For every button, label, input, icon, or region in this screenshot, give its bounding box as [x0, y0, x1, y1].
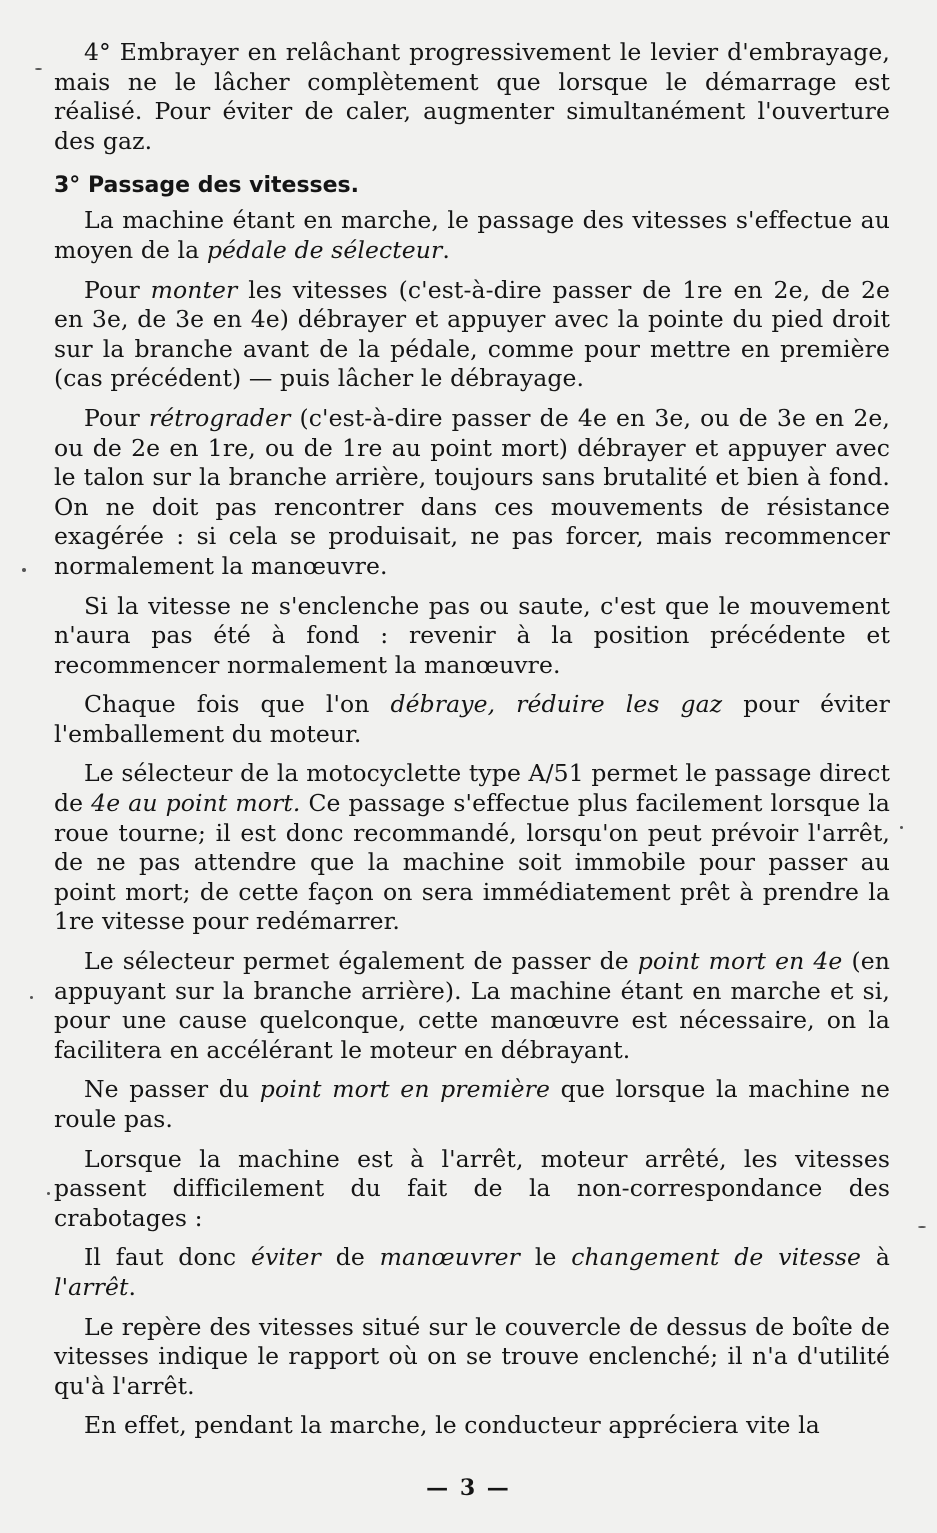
text-span: Pour: [84, 275, 151, 304]
text-span: Il faut donc: [84, 1243, 251, 1272]
text-span: que lorsque la machine ne roule pas.: [54, 1075, 890, 1133]
text-span: Ce passage s'effectue plus facilement lorsque la roue tourne; il est donc recommandé, lorsqu'on peut prévoir l'arrêt, de ne pas attendre que la machine soit immobile pour passer au point mort; de cette façon on sera immédiatement prêt à prendre la 1re vitesse pour redémarrer.: [54, 789, 890, 936]
paragraph-gear-indicator: Le repère des vitesses situé sur le couvercle de dessus de boîte de vitesses indique le rapport où on se trouve enclenché; il n'a d'utilité qu'à l'arrêt.: [54, 1312, 890, 1400]
emphasis-text: pédale de sélecteur: [206, 235, 443, 264]
scan-speck: [900, 826, 903, 829]
emphasis-text: éviter: [251, 1243, 321, 1272]
paragraph-clutch-release: 4° Embrayer en relâchant progressivement le levier d'embrayage, mais ne le lâcher complètement que lorsque le démarrage est réalisé. Pour éviter de caler, augmenter simultanément l'ouverture des gaz.: [54, 38, 890, 155]
emphasis-text: l'arrêt: [54, 1272, 129, 1301]
paragraph-neutral-to-fourth: [54, 947, 890, 1065]
paragraph-gear-intro: [54, 206, 890, 265]
paragraph-avoid-shifting: [54, 1243, 890, 1302]
scan-speck: [22, 568, 26, 572]
text-span: Ne passer du: [84, 1075, 260, 1104]
document-page: [54, 38, 890, 1518]
paragraph-continuation: En effet, pendant la marche, le conducteur appréciera vite la: [84, 1411, 820, 1440]
text-span: (en appuyant sur la branche arrière). La machine étant en marche et si, pour une cause quelconque, cette manœuvre est nécessaire, on la facilitera en accélérant le moteur en débrayant.: [54, 947, 890, 1064]
text-span: .: [442, 235, 450, 264]
page-number: — 3 —: [426, 1475, 511, 1501]
scan-speck: [47, 1192, 50, 1195]
text-span: de: [320, 1243, 380, 1272]
paragraph-gear-slip: Si la vitesse ne s'enclenche pas ou saute, c'est que le mouvement n'aura pas été à fond : revenir à la position précédente et recommencer normalement la manœuvre.: [54, 591, 890, 679]
text-span: le: [520, 1243, 572, 1272]
section-heading: 3° Passage des vitesses.: [54, 173, 360, 199]
text-span: La machine étant en marche, le passage des vitesses s'effectue au moyen de la: [54, 206, 890, 264]
text-span: Pour: [84, 403, 149, 432]
text-span: Le sélecteur de la motocyclette type A/51 permet le passage direct de: [54, 759, 890, 818]
paragraph-downshift: [54, 404, 890, 582]
text-span: pour éviter l'emballement du moteur.: [54, 690, 890, 748]
emphasis-text: monter: [150, 275, 238, 304]
text-span: les vitesses (c'est-à-dire passer de 1re en 2e, de 2e en 3e, de 3e en 4e) débrayer et appuyer avec la pointe du pied droit sur la branche avant de la pédale, comme pour mettre en première (cas précédent) — puis lâcher le débrayage.: [54, 275, 891, 393]
emphasis-text: 4e au point mort.: [91, 789, 301, 818]
scan-speck: [30, 996, 33, 999]
emphasis-text: point mort en 4e: [637, 947, 843, 976]
paragraph-upshift: [54, 276, 890, 394]
paragraph-reduce-throttle: [54, 690, 890, 749]
text-span: Le sélecteur permet également de passer de: [84, 947, 638, 976]
text-span: à: [861, 1243, 890, 1272]
scan-speck: [918, 1226, 926, 1228]
emphasis-text: manœuvrer: [379, 1243, 521, 1272]
text-span: Chaque fois que l'on: [84, 690, 391, 719]
emphasis-text: rétrograder: [148, 403, 291, 432]
emphasis-text: point mort en première: [259, 1075, 550, 1104]
emphasis-text: débraye, réduire les gaz: [390, 690, 723, 719]
emphasis-text: changement de vitesse: [571, 1243, 862, 1272]
scan-speck: [35, 68, 42, 70]
paragraph-stopped-machine: Lorsque la machine est à l'arrêt, moteur arrêté, les vitesses passent difficilement du fait de la non-correspondance des crabotages :: [54, 1144, 890, 1232]
text-span: .: [128, 1272, 137, 1301]
text-span: (c'est-à-dire passer de 4e en 3e, ou de 3e en 2e, ou de 2e en 1re, ou de 1re au point mort) débrayer et appuyer avec le talon sur la branche arrière, toujours sans brutalité et bien à fond. On ne doit pas rencontrer dans ces mouvements de résistance exagérée : si cela se produisait, ne pas forcer, mais recommencer normalement la manœuvre.: [54, 403, 890, 580]
paragraph-neutral-to-first: [54, 1075, 890, 1134]
paragraph-selector-neutral: [54, 759, 890, 937]
